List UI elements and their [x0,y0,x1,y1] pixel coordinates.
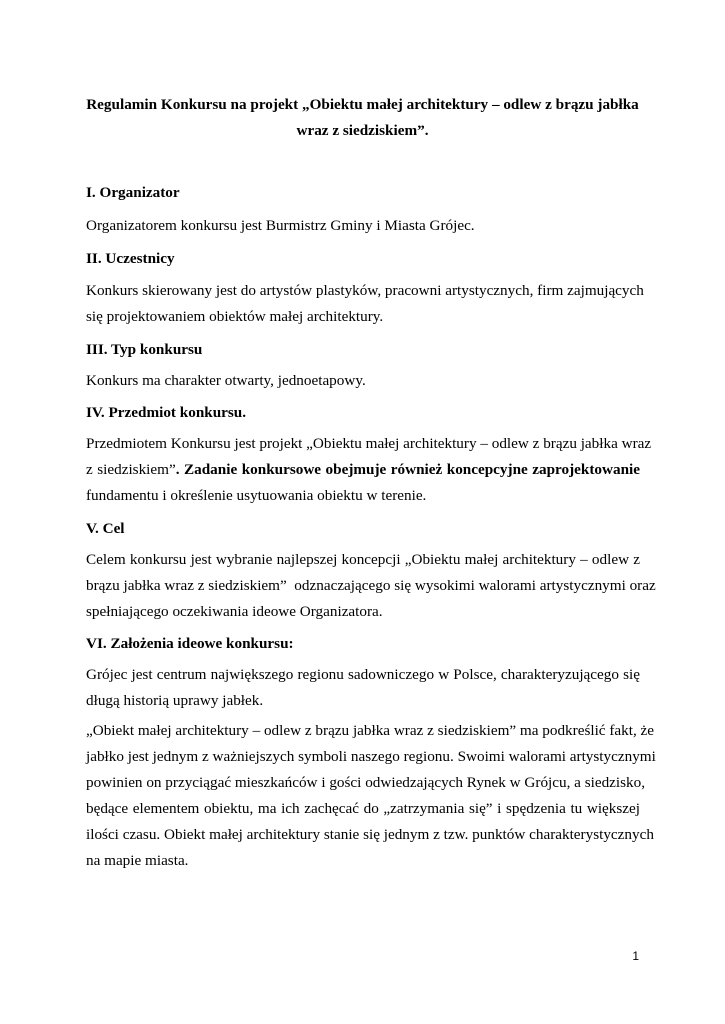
section-body-goal [86,547,656,625]
body-line: fundamentu i określenie usytuowania obiektu w terenie. [86,487,427,504]
body-line: długą historią uprawy jabłek. [86,692,264,709]
body-line: Grójec jest centrum największego regionu sadowniczego w Polsce, charakteryzującego się [86,666,640,683]
section-heading-assumptions: VI. Założenia ideowe konkursu: [86,635,294,652]
section-heading-contest-type: III. Typ konkursu [86,341,203,358]
section-heading-participants: II. Uczestnicy [86,250,175,267]
body-line: Organizatorem konkursu jest Burmistrz Gminy i Miasta Grójec. [86,217,475,234]
body-line: będące elementem obiektu, ma ich zachęcać do „zatrzymania się” i spędzenia tu większej [86,800,640,817]
body-line: jabłko jest jednym z ważniejszych symboli naszego regionu. Swoimi walorami artystycznymi [86,748,656,765]
section-heading-organizer: I. Organizator [86,184,180,201]
body-line: powinien on przyciągać mieszkańców i gości odwiedzających Rynek w Grójcu, a siedzisko, [86,774,646,791]
page-number: 1 [632,949,639,963]
body-line-part: z siedziskiem” [86,461,176,478]
body-line: się projektowaniem obiektów małej architektury. [86,308,384,325]
body-line-part: . Zadanie konkursowe obejmuje również koncepcyjne zaprojektowanie [175,461,640,478]
body-line: „Obiekt małej architektury – odlew z brązu jabłka wraz z siedziskiem” ma podkreślić fakt, że [86,722,655,739]
body-line: Celem konkursu jest wybranie najlepszej koncepcji „Obiektu małej architektury – odlew z [86,551,640,568]
section-body-assumptions-p2 [86,718,656,874]
body-line: Konkurs skierowany jest do artystów plastyków, pracowni artystycznych, firm zajmujących [86,282,644,299]
section-heading-goal: V. Cel [86,520,125,537]
title-line-1: Regulamin Konkursu na projekt „Obiektu małej architektury – odlew z brązu jabłka [86,96,639,113]
section-body-organizer [86,213,640,239]
section-body-subject [86,431,652,509]
document-title [86,92,639,144]
section-body-contest-type [86,368,640,394]
body-line: spełniającego oczekiwania ideowe Organizatora. [86,603,383,620]
section-body-participants [86,278,644,330]
body-line: brązu jabłka wraz z siedziskiem” odznaczającego się wysokimi walorami artystycznymi oraz [86,577,656,594]
body-line: Przedmiotem Konkursu jest projekt „Obiektu małej architektury – odlew z brązu jabłka wraz [86,435,652,452]
section-heading-subject: IV. Przedmiot konkursu. [86,404,247,421]
body-line: ilości czasu. Obiekt małej architektury stanie się jednym z tzw. punktów charakterystycznych [86,826,654,843]
title-line-2: wraz z siedziskiem”. [296,122,429,139]
body-line: na mapie miasta. [86,852,189,869]
body-line: Konkurs ma charakter otwarty, jednoetapowy. [86,372,366,389]
section-body-assumptions-p1 [86,662,640,714]
body-line [86,457,640,483]
